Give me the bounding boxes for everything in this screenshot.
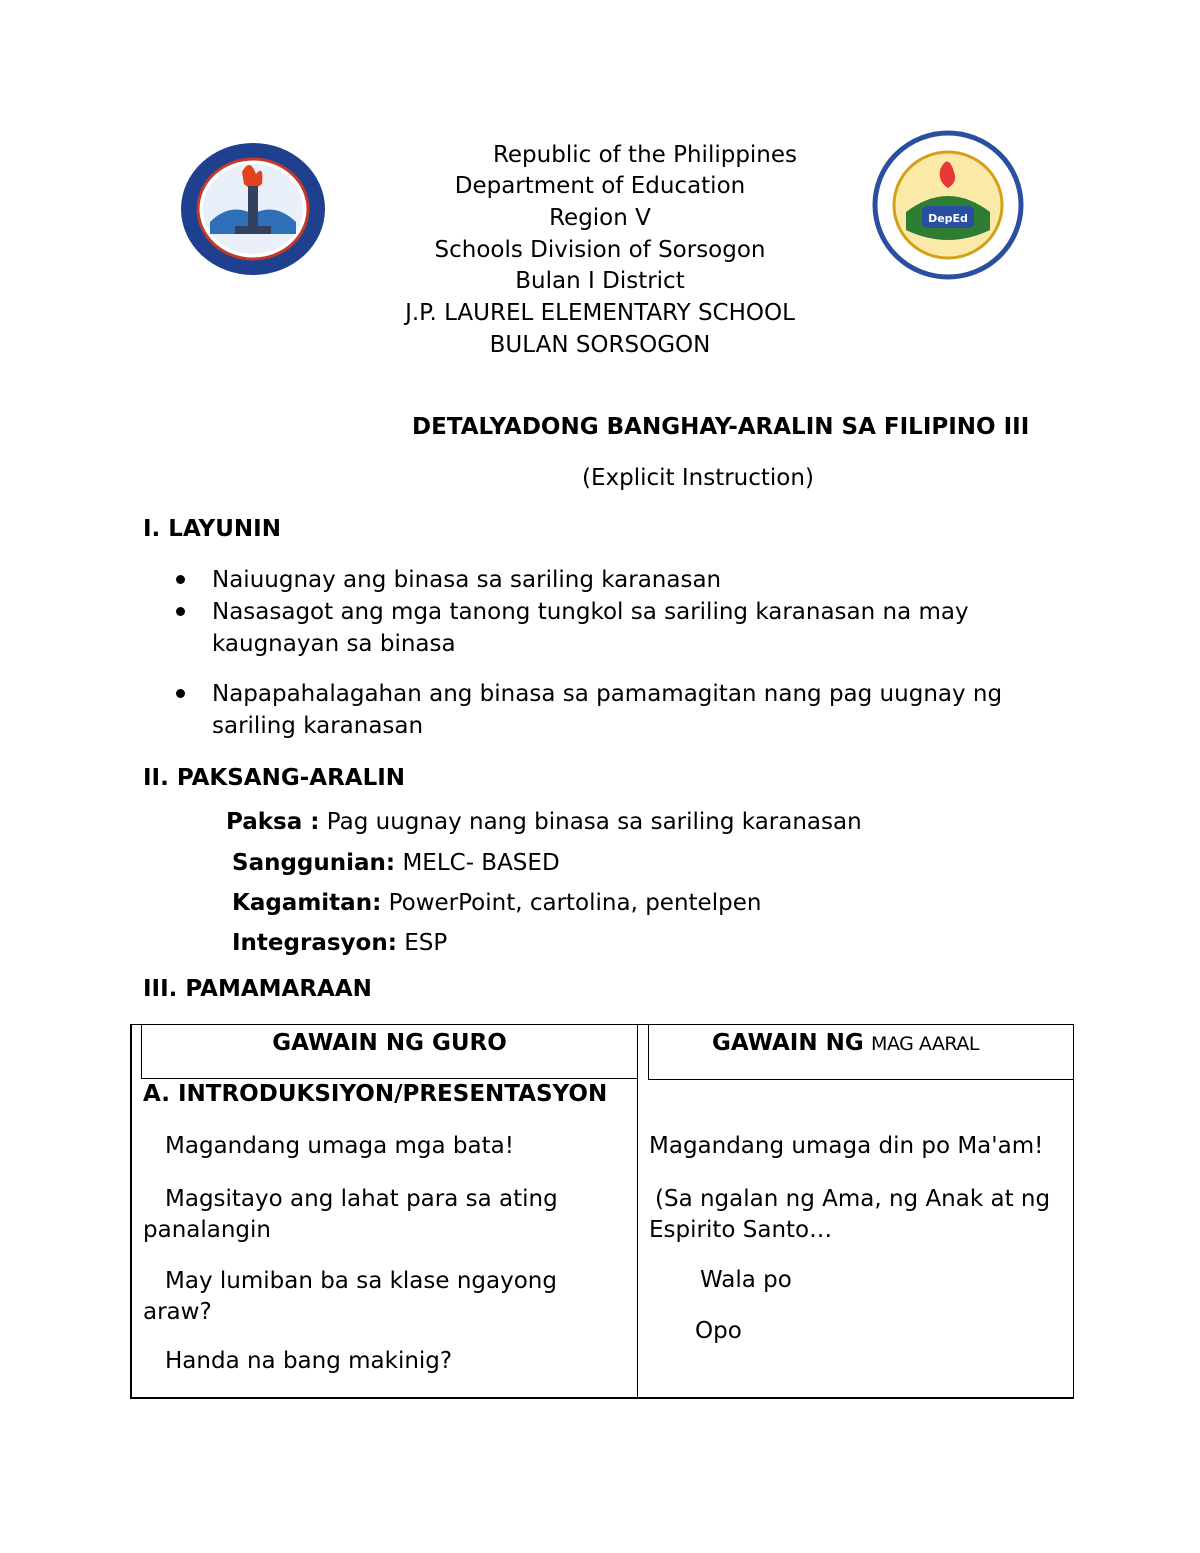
- integrasyon-row: [232, 930, 447, 956]
- table-subheading: A. INTRODUKSIYON/PRESENTASYON: [143, 1081, 608, 1107]
- bullet-marker: [176, 575, 185, 584]
- objective-item: Napapahalagahan ang binasa sa pamamagitan nang pag uugnay ng sariling karanasan: [212, 681, 1003, 739]
- table-border-right: [1073, 1024, 1074, 1398]
- header-box-right-edge: [648, 1024, 649, 1080]
- bullet-marker: [176, 689, 185, 698]
- sanggunian-value: MELC- BASED: [402, 850, 560, 876]
- student-line: (Sa ngalan ng Ama, ng Anak at ng Espirito Santo…: [649, 1186, 1051, 1243]
- column-header-teacher: GAWAIN NG GURO: [272, 1030, 507, 1056]
- header-line-7: BULAN SORSOGON: [489, 332, 711, 358]
- header-box-underline-right: [648, 1079, 1073, 1080]
- header-box-underline-left: [141, 1078, 637, 1079]
- objective-item: Nasasagot ang mga tanong tungkol sa sariling karanasan na may kaugnayan sa binasa: [212, 599, 969, 657]
- document-title: DETALYADONG BANGHAY-ARALIN SA FILIPINO III: [412, 414, 1030, 440]
- student-line: Opo: [695, 1318, 742, 1344]
- sanggunian-label: Sanggunian:: [232, 850, 396, 876]
- table-column-divider: [637, 1024, 638, 1398]
- header-line-1: Republic of the Philippines: [492, 142, 798, 168]
- kagamitan-label: Kagamitan:: [232, 890, 382, 916]
- integrasyon-label: Integrasyon:: [232, 930, 397, 956]
- objective-item: Naiuugnay ang binasa sa sariling karanasan: [212, 567, 722, 593]
- section-3-heading: III. PAMAMARAAN: [143, 976, 372, 1002]
- header-line-6: J.P. LAUREL ELEMENTARY SCHOOL: [405, 300, 795, 326]
- deped-seal-icon: [180, 142, 326, 277]
- student-line: Magandang umaga din po Ma'am!: [649, 1133, 1044, 1159]
- paksa-value: Pag uugnay nang binasa sa sariling karanasan: [326, 809, 862, 835]
- header-line-4: Schools Division of Sorsogon: [434, 237, 766, 263]
- integrasyon-value: ESP: [404, 930, 448, 956]
- svg-text:DepEd: DepEd: [928, 212, 968, 225]
- section-1-heading: I. LAYUNIN: [143, 516, 281, 542]
- table-border-bottom: [130, 1397, 1074, 1399]
- section-2-heading: II. PAKSANG-ARALIN: [143, 765, 406, 791]
- header-line-3: Region V: [549, 205, 651, 231]
- paksa-label: Paksa :: [226, 809, 320, 835]
- teacher-line: May lumiban ba sa klase ngayong araw?: [143, 1268, 557, 1325]
- paksa-row: [226, 809, 862, 835]
- teacher-line: Handa na bang makinig?: [165, 1348, 453, 1374]
- kagamitan-value: PowerPoint, cartolina, pentelpen: [388, 890, 762, 916]
- bullet-marker: [176, 607, 185, 616]
- table-border-left: [130, 1024, 132, 1398]
- column-header-students: [712, 1030, 979, 1056]
- document-subtitle: (Explicit Instruction): [582, 465, 814, 491]
- teacher-line: Magandang umaga mga bata!: [165, 1133, 514, 1159]
- column-header-students-rest: MAG AARAL: [871, 1033, 979, 1055]
- sanggunian-row: [232, 850, 560, 876]
- column-header-students-bold: GAWAIN NG: [712, 1030, 864, 1056]
- header-line-5: Bulan I District: [515, 268, 685, 294]
- header-line-2: Department of Education: [454, 173, 746, 199]
- teacher-line: Magsitayo ang lahat para sa ating panalangin: [143, 1186, 558, 1243]
- student-line: Wala po: [700, 1267, 792, 1293]
- table-border-top: [130, 1024, 1074, 1025]
- kagamitan-row: [232, 890, 761, 916]
